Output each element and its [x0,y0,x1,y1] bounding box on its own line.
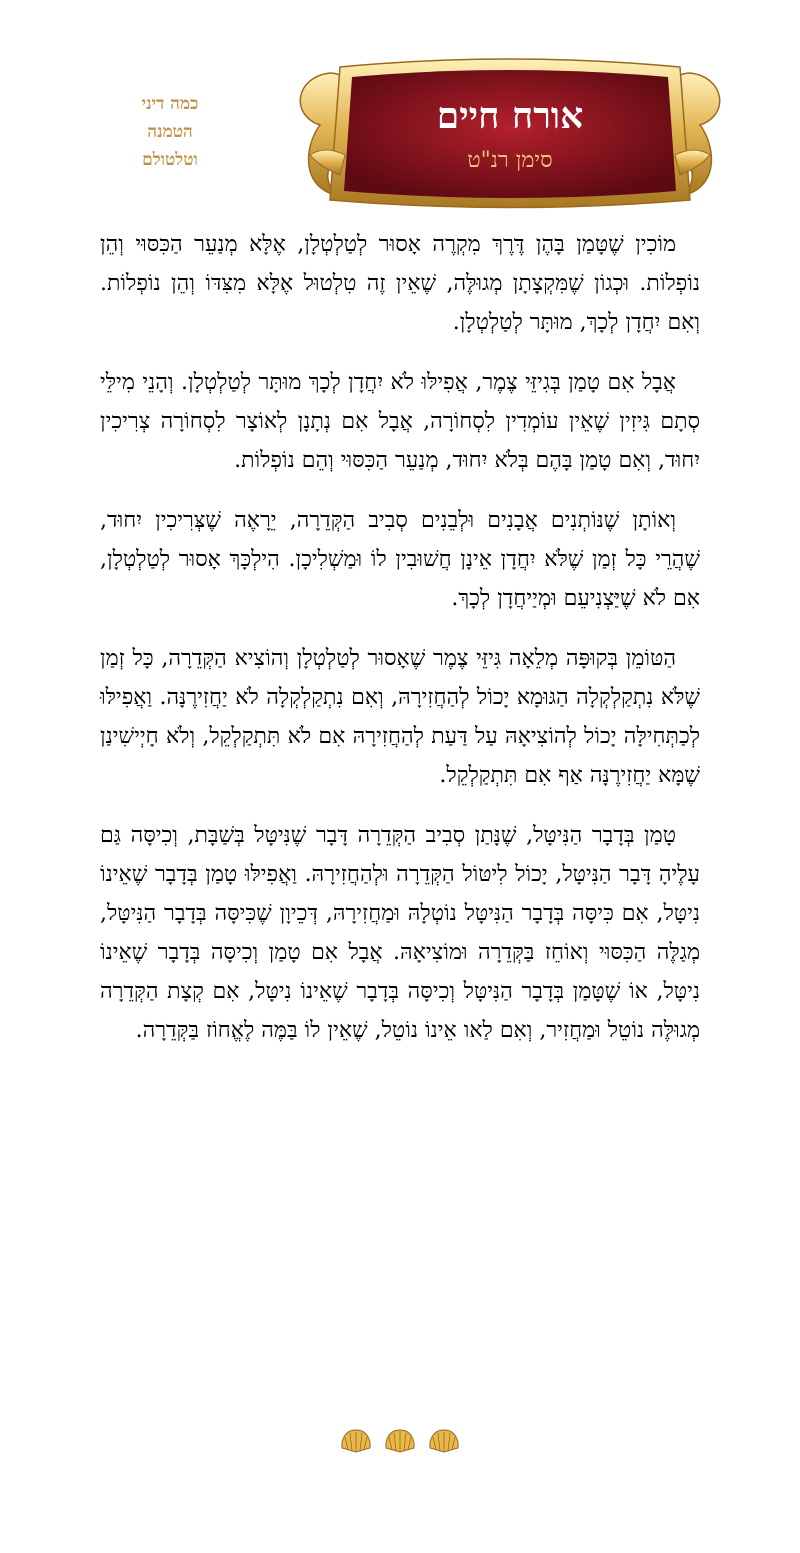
end-ornament [0,1428,800,1454]
paragraph: אֲבָל אִם טָמַן בְּגִיזֵּי צֶמֶר, אֲפִילּוּ לֹא יִחֲדָן לְכָךְ מוּתָּר לְטַלְטְלָן. וְהָנֵי מִילֵּי סְתָם גִּיזִין שֶׁאֵין עוֹמְדִין לִסְחוֹרָה, אֲבָל אִם נְתָנָן לְאוֹצָר לִסְחוֹרָה צְרִיכִין יִחוּד, וְאִם טָמַן בָּהֶם בְּלֹא יִחוּד, מְנַעֵר הַכִּסּוּי וְהֵם נוֹפְלוֹת. [100,370,700,473]
section-side-title [110,90,230,174]
paragraph: הַטּוֹמֵן בְּקוּפָּה מְלֵאָה גִּיזֵּי צֶמֶר שֶׁאָסוּר לְטַלְטְלָן וְהוֹצִיא הַקְּדֵרָה, כָּל זְמַן שֶׁלֹּא נִתְקַלְקְלָה הַגּוּמָא יָכוֹל לְהַחֲזִירָהּ, וְאִם נִתְקַלְקְלָה לֹא יַחֲזִירֶנָּה. וַאֲפִילּוּ לְכַתְּחִילָּה יָכוֹל לְהוֹצִיאָהּ עַל דַּעַת לְהַחֲזִירָהּ אִם לֹא תִּתְקַלְקֵל, וְלֹא חָיְישִׁינַן שֶׁמָּא יַחֲזִירֶנָּה אַף אִם תִּתְקַלְקֵל. [100,646,700,788]
shell-icon [428,1428,460,1454]
side-title-line: הטמנה [147,122,193,142]
title-banner [290,55,730,215]
side-title-line: כמה דיני [141,94,199,114]
shell-icon [340,1428,372,1454]
side-title-line: וטלטולם [142,150,198,170]
banner-subtitle: סימן רנ"ט [467,148,553,173]
paragraph: וְאוֹתָן שֶׁנּוֹתְנִים אֲבָנִים וּלְבֵנִים סְבִיב הַקְּדֵרָה, יֵרָאֶה שֶׁצְּרִיכִין יִחוּד, שֶׁהֲרֵי כָּל זְמַן שֶׁלֹּא יִחֲדָן אֵינָן חֲשׁוּבִין לוֹ וּמַשְׁלִיכָן. הִילְכָּךְ אָסוּר לְטַלְטְלָן, אִם לֹא שֶׁיַּצְנִיעֵם וּמְיַיחֲדָן לְכָךְ. [100,508,700,611]
halacha-text [100,225,700,1071]
banner-title: אורח חיים [436,95,584,137]
paragraph: טָמַן בְּדָבָר הַנִּיטָּל, שֶׁנָּתַן סְבִיב הַקְּדֵרָה דָּבָר שֶׁנִּיטָּל בְּשַׁבָּת, וְכִיסָּה גַּם עָלֶיהָ דָּבָר הַנִּיטָּל, יָכוֹל לִיטּוֹל הַקְּדֵרָה וּלְהַחֲזִירָהּ. וַאֲפִילּוּ טָמַן בְּדָבָר שֶׁאֵינוֹ נִיטָּל, אִם כִּיסָּה בְּדָבָר הַנִּיטָּל נוֹטְלָהּ וּמַחֲזִירָהּ, דְּכֵיוָן שֶׁכִּיסָּה בְּדָבָר הַנִּיטָּל, מְגַלֶּה הַכִּסּוּי וְאוֹחֵז בַּקְּדֵרָה וּמוֹצִיאָהּ. אֲבָל אִם טָמַן וְכִיסָּה בְּדָבָר שֶׁאֵינוֹ נִיטָּל, אוֹ שֶׁטָּמַן בְּדָבָר הַנִּיטָּל וְכִיסָּה בְּדָבָר שֶׁאֵינוֹ נִיטָּל, אִם קְצָת הַקְּדֵרָה מְגוּלֶּה נוֹטֵל וּמַחֲזִיר, וְאִם לַאו אֵינוֹ נוֹטֵל, שֶׁאֵין לוֹ בַּמֶּה לֶאֱחוֹז בַּקְּדֵרָה. [100,823,700,1043]
shell-icon [384,1428,416,1454]
paragraph: מוֹכִין שֶׁטָּמַן בָּהֶן דֶּרֶךְ מִקְרֶה אָסוּר לְטַלְטְלָן, אֶלָּא מְנַעֵר הַכִּסּוּי וְהֵן נוֹפְלוֹת. וּכְגוֹן שֶׁמִּקְצָתָן מְגוּלֶּה, שֶׁאֵין זֶה טִלְטוּל אֶלָּא מִצִּדּוֹ וְהֵן נוֹפְלוֹת. וְאִם יִחֲדָן לְכָךְ, מוּתָּר לְטַלְטְלָן. [100,232,700,335]
